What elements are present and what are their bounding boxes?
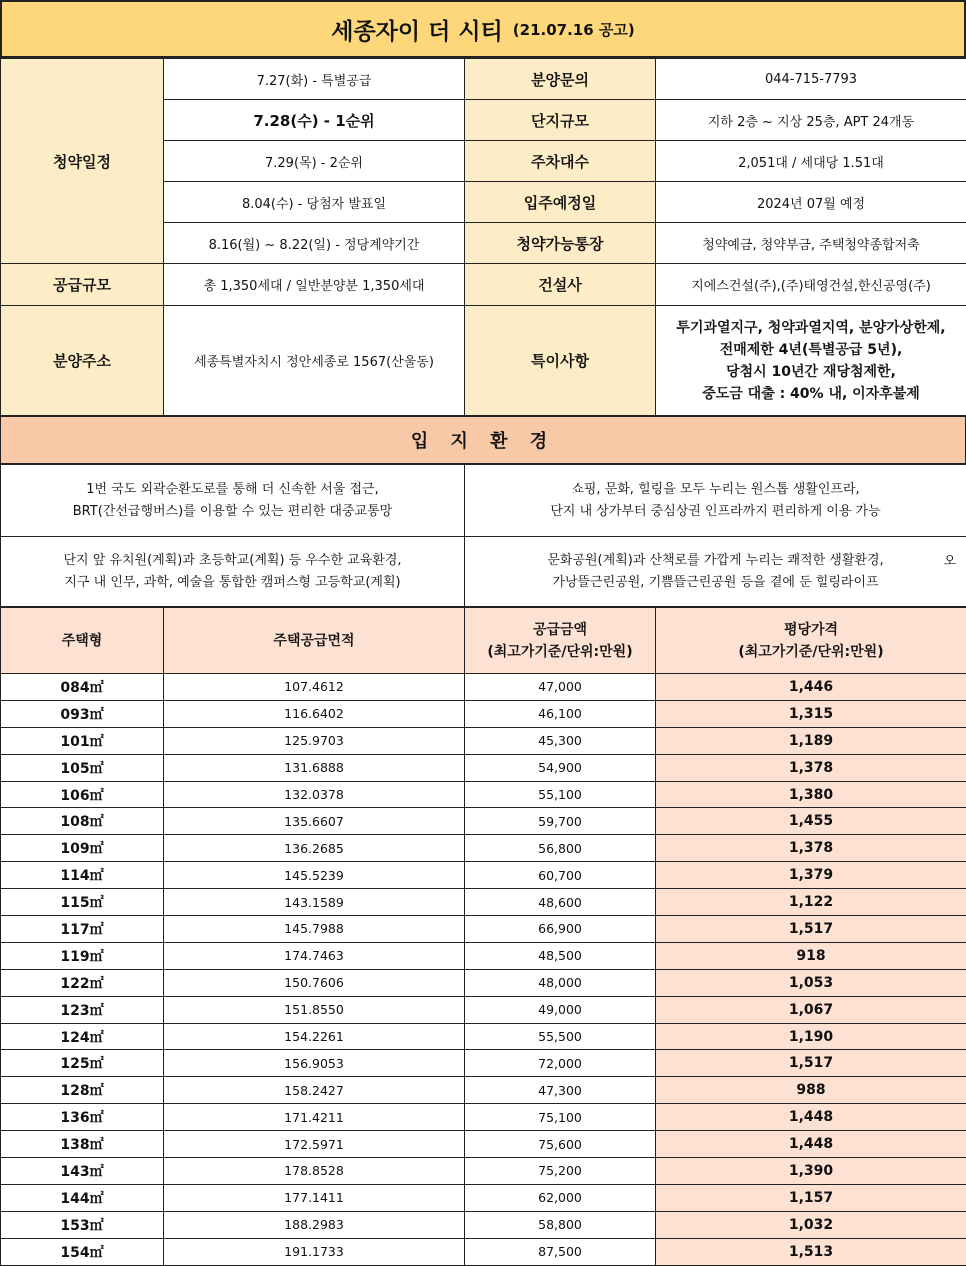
unit-type-cell: 114㎡ xyxy=(1,862,164,889)
unit-type-cell: 154㎡ xyxy=(1,1238,164,1265)
unit-type-cell: 117㎡ xyxy=(1,916,164,943)
unit-type-cell: 119㎡ xyxy=(1,942,164,969)
unit-type-cell: 093㎡ xyxy=(1,700,164,727)
schedule-item: 8.04(수) - 당첨자 발표일 xyxy=(164,182,465,223)
info-label: 주차대수 xyxy=(465,141,656,182)
supply-price-cell: 54,900 xyxy=(465,754,656,781)
header-line: (최고가기준/단위:만원) xyxy=(465,641,655,663)
schedule-label: 청약일정 xyxy=(1,59,164,264)
info-value: 044-715-7793 xyxy=(656,59,966,100)
supply-area-cell: 156.9053 xyxy=(164,1050,465,1077)
pyeong-price-cell: 1,455 xyxy=(656,808,966,835)
info-value: 2,051대 / 세대당 1.51대 xyxy=(656,141,966,182)
location-line: 가낭뜰근린공원, 기쁨뜰근린공원 등을 곁에 둔 힐링라이프 xyxy=(465,572,966,594)
pyeong-price-cell: 1,053 xyxy=(656,969,966,996)
supply-area-cell: 107.4612 xyxy=(164,674,465,701)
page-title: 세종자이 더 시티 xyxy=(331,13,503,46)
table-row xyxy=(1,996,966,1023)
unit-type-cell: 108㎡ xyxy=(1,808,164,835)
table-row xyxy=(1,1158,966,1185)
location-line: 1번 국도 외곽순환도로를 통해 더 신속한 서울 접근, xyxy=(1,479,464,501)
pyeong-price-cell: 1,378 xyxy=(656,754,966,781)
unit-type-cell: 136㎡ xyxy=(1,1104,164,1131)
table-row xyxy=(1,835,966,862)
title-bar xyxy=(0,0,966,58)
price-table-body xyxy=(1,674,966,1266)
supply-area-cell: 145.7988 xyxy=(164,916,465,943)
pyeong-price-cell: 1,315 xyxy=(656,700,966,727)
supply-area-cell: 135.6607 xyxy=(164,808,465,835)
table-row xyxy=(1,754,966,781)
supply-area-cell: 125.9703 xyxy=(164,727,465,754)
supply-area-cell: 154.2261 xyxy=(164,1023,465,1050)
supply-price-cell: 56,800 xyxy=(465,835,656,862)
pyeong-price-cell: 1,189 xyxy=(656,727,966,754)
special-label: 특이사항 xyxy=(465,306,656,416)
pyeong-price-cell: 1,122 xyxy=(656,889,966,916)
unit-type-cell: 128㎡ xyxy=(1,1077,164,1104)
location-table xyxy=(0,464,966,607)
announcement-date: (21.07.16 공고) xyxy=(513,19,635,40)
header-line: (최고가기준/단위:만원) xyxy=(656,641,966,663)
table-row xyxy=(1,1050,966,1077)
supply-area-cell: 172.5971 xyxy=(164,1131,465,1158)
table-row xyxy=(1,700,966,727)
unit-type-cell: 105㎡ xyxy=(1,754,164,781)
unit-type-cell: 143㎡ xyxy=(1,1158,164,1185)
supply-area-cell: 191.1733 xyxy=(164,1238,465,1265)
col-header-pyeong-price xyxy=(656,608,966,674)
supply-area-cell: 158.2427 xyxy=(164,1077,465,1104)
unit-type-cell: 153㎡ xyxy=(1,1211,164,1238)
col-header-type: 주택형 xyxy=(1,608,164,674)
supply-area-cell: 116.6402 xyxy=(164,700,465,727)
address-value: 세종특별자치시 정안세종로 1567(산울동) xyxy=(164,306,465,416)
supply-area-cell: 143.1589 xyxy=(164,889,465,916)
unit-type-cell: 101㎡ xyxy=(1,727,164,754)
location-heading: 입 지 환 경 xyxy=(0,416,966,464)
unit-type-cell: 125㎡ xyxy=(1,1050,164,1077)
header-line: 공급금액 xyxy=(465,619,655,641)
table-row xyxy=(1,1211,966,1238)
table-row xyxy=(1,727,966,754)
pyeong-price-cell: 1,390 xyxy=(656,1158,966,1185)
supply-price-cell: 47,300 xyxy=(465,1077,656,1104)
special-notes xyxy=(656,306,966,416)
price-table xyxy=(0,607,966,1266)
info-value: 2024년 07월 예정 xyxy=(656,182,966,223)
schedule-item: 7.28(수) - 1순위 xyxy=(164,100,465,141)
info-value: 청약예금, 청약부금, 주택청약종합저축 xyxy=(656,223,966,264)
table-row xyxy=(1,781,966,808)
col-header-price xyxy=(465,608,656,674)
builder-value: 지에스건설(주),(주)태영건설,한신공영(주) xyxy=(656,264,966,306)
supply-area-cell: 136.2685 xyxy=(164,835,465,862)
supply-area-cell: 174.7463 xyxy=(164,942,465,969)
location-cell xyxy=(465,537,966,607)
table-row xyxy=(1,1077,966,1104)
address-label: 분양주소 xyxy=(1,306,164,416)
supply-area-cell: 131.6888 xyxy=(164,754,465,781)
header-line: 평당가격 xyxy=(656,619,966,641)
supply-price-cell: 55,500 xyxy=(465,1023,656,1050)
schedule-item: 8.16(월) ~ 8.22(일) - 정당계약기간 xyxy=(164,223,465,264)
pyeong-price-cell: 1,032 xyxy=(656,1211,966,1238)
supply-area-cell: 132.0378 xyxy=(164,781,465,808)
unit-type-cell: 084㎡ xyxy=(1,674,164,701)
supply-price-cell: 47,000 xyxy=(465,674,656,701)
info-table xyxy=(0,58,966,416)
supply-area-cell: 171.4211 xyxy=(164,1104,465,1131)
unit-type-cell: 106㎡ xyxy=(1,781,164,808)
location-cell xyxy=(465,465,966,537)
special-line: 중도금 대출 : 40% 내, 이자후불제 xyxy=(656,383,966,405)
table-row xyxy=(1,862,966,889)
info-label: 단지규모 xyxy=(465,100,656,141)
unit-type-cell: 144㎡ xyxy=(1,1184,164,1211)
location-cell xyxy=(1,465,465,537)
supply-price-cell: 60,700 xyxy=(465,862,656,889)
supply-area-cell: 188.2983 xyxy=(164,1211,465,1238)
info-label: 분양문의 xyxy=(465,59,656,100)
info-label: 청약가능통장 xyxy=(465,223,656,264)
location-line: 지구 내 인무, 과학, 예술을 통합한 캠퍼스형 고등학교(계획) xyxy=(1,572,464,594)
table-row xyxy=(1,674,966,701)
supply-price-cell: 55,100 xyxy=(465,781,656,808)
unit-type-cell: 124㎡ xyxy=(1,1023,164,1050)
supply-price-cell: 75,200 xyxy=(465,1158,656,1185)
supply-price-cell: 87,500 xyxy=(465,1238,656,1265)
pyeong-price-cell: 1,378 xyxy=(656,835,966,862)
location-cell xyxy=(1,537,465,607)
unit-type-cell: 138㎡ xyxy=(1,1131,164,1158)
supply-price-cell: 75,600 xyxy=(465,1131,656,1158)
table-row xyxy=(1,889,966,916)
supply-label: 공급규모 xyxy=(1,264,164,306)
location-line: 쇼핑, 문화, 힐링을 모두 누리는 원스톱 생활인프라, xyxy=(465,479,966,501)
supply-price-cell: 59,700 xyxy=(465,808,656,835)
table-row xyxy=(1,942,966,969)
pyeong-price-cell: 1,379 xyxy=(656,862,966,889)
unit-type-cell: 115㎡ xyxy=(1,889,164,916)
pyeong-price-cell: 988 xyxy=(656,1077,966,1104)
pyeong-price-cell: 1,517 xyxy=(656,916,966,943)
info-label: 입주예정일 xyxy=(465,182,656,223)
table-row xyxy=(1,1184,966,1211)
location-line: 단지 앞 유치원(계획)과 초등학교(계획) 등 우수한 교육환경, xyxy=(1,550,464,572)
location-line: 문화공원(계획)과 산책로를 가깝게 누리는 쾌적한 생활환경, xyxy=(465,550,966,572)
special-line: 투기과열지구, 청약과열지역, 분양가상한제, xyxy=(656,317,966,339)
supply-price-cell: 72,000 xyxy=(465,1050,656,1077)
col-header-area: 주택공급면적 xyxy=(164,608,465,674)
supply-price-cell: 46,100 xyxy=(465,700,656,727)
pyeong-price-cell: 918 xyxy=(656,942,966,969)
supply-area-cell: 177.1411 xyxy=(164,1184,465,1211)
pyeong-price-cell: 1,190 xyxy=(656,1023,966,1050)
pyeong-price-cell: 1,448 xyxy=(656,1131,966,1158)
pyeong-price-cell: 1,157 xyxy=(656,1184,966,1211)
supply-price-cell: 48,000 xyxy=(465,969,656,996)
supply-price-cell: 58,800 xyxy=(465,1211,656,1238)
schedule-item: 7.27(화) - 특별공급 xyxy=(164,59,465,100)
supply-area-cell: 145.5239 xyxy=(164,862,465,889)
supply-price-cell: 45,300 xyxy=(465,727,656,754)
supply-price-cell: 75,100 xyxy=(465,1104,656,1131)
special-line: 전매제한 4년(특별공급 5년), xyxy=(656,339,966,361)
pyeong-price-cell: 1,448 xyxy=(656,1104,966,1131)
unit-type-cell: 109㎡ xyxy=(1,835,164,862)
supply-price-cell: 62,000 xyxy=(465,1184,656,1211)
supply-area-cell: 178.8528 xyxy=(164,1158,465,1185)
unit-type-cell: 122㎡ xyxy=(1,969,164,996)
table-row xyxy=(1,1104,966,1131)
builder-label: 건설사 xyxy=(465,264,656,306)
table-row xyxy=(1,1238,966,1265)
pyeong-price-cell: 1,446 xyxy=(656,674,966,701)
unit-type-cell: 123㎡ xyxy=(1,996,164,1023)
pyeong-price-cell: 1,067 xyxy=(656,996,966,1023)
table-row xyxy=(1,916,966,943)
supply-price-cell: 48,600 xyxy=(465,889,656,916)
stray-char: 오 xyxy=(943,551,956,573)
special-line: 당첨시 10년간 재당첨제한, xyxy=(656,361,966,383)
pyeong-price-cell: 1,517 xyxy=(656,1050,966,1077)
table-row xyxy=(1,1023,966,1050)
pyeong-price-cell: 1,380 xyxy=(656,781,966,808)
supply-value: 총 1,350세대 / 일반분양분 1,350세대 xyxy=(164,264,465,306)
schedule-item: 7.29(목) - 2순위 xyxy=(164,141,465,182)
table-row xyxy=(1,969,966,996)
table-row xyxy=(1,808,966,835)
supply-price-cell: 48,500 xyxy=(465,942,656,969)
location-line: BRT(간선급행버스)를 이용할 수 있는 편리한 대중교통망 xyxy=(1,501,464,523)
table-row xyxy=(1,1131,966,1158)
supply-area-cell: 151.8550 xyxy=(164,996,465,1023)
supply-price-cell: 66,900 xyxy=(465,916,656,943)
pyeong-price-cell: 1,513 xyxy=(656,1238,966,1265)
location-line: 단지 내 상가부터 중심상권 인프라까지 편리하게 이용 가능 xyxy=(465,501,966,523)
supply-price-cell: 49,000 xyxy=(465,996,656,1023)
supply-area-cell: 150.7606 xyxy=(164,969,465,996)
info-value: 지하 2층 ~ 지상 25층, APT 24개동 xyxy=(656,100,966,141)
